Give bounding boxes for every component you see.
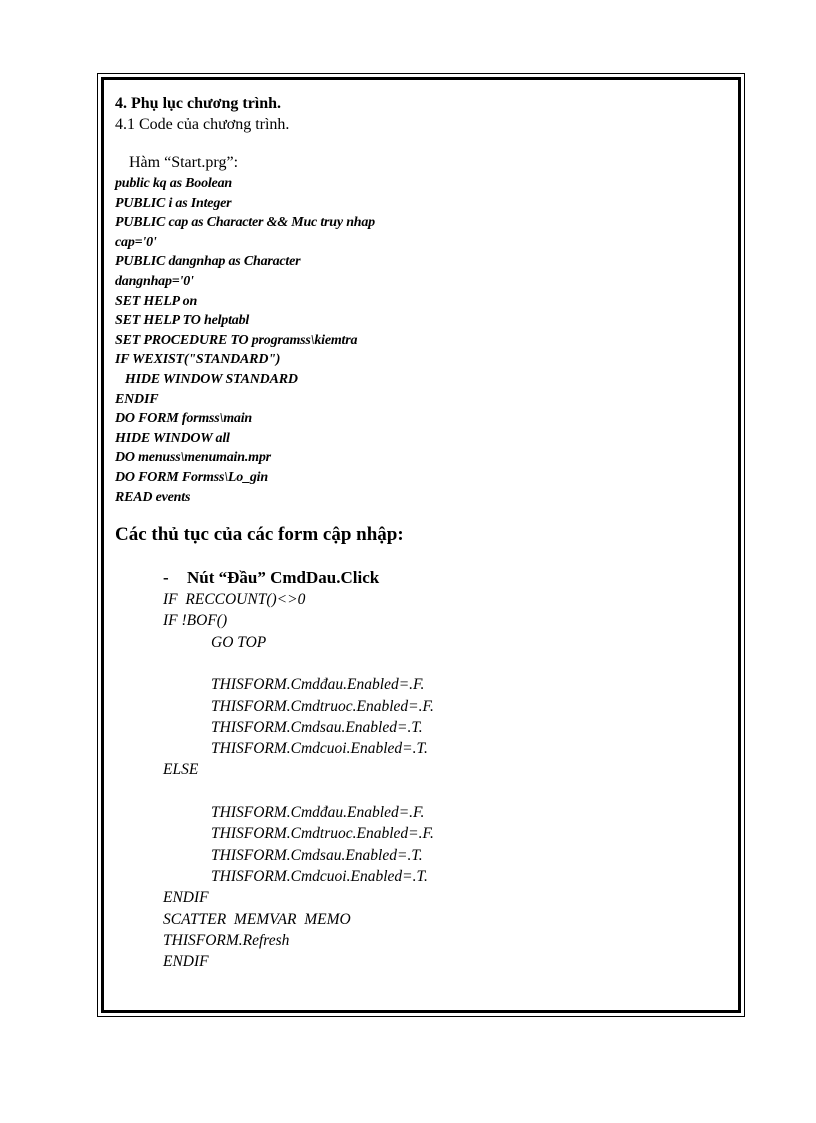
subsection-heading: 4.1 Code của chương trình. — [115, 116, 290, 133]
code-line: THISFORM.Cmdsau.Enabled=.T. — [211, 846, 423, 864]
code-line: THISFORM.Cmdcuoi.Enabled=.T. — [211, 740, 428, 758]
click-code-block — [115, 589, 728, 972]
code-line: DO FORM Formss\Lo_gin — [115, 469, 268, 485]
bullet-dash: - — [163, 568, 169, 588]
code-line: IF RECCOUNT()<>0 — [163, 591, 306, 609]
code-line: THISFORM.Refresh — [163, 931, 290, 949]
code-line: public kq as Boolean — [115, 176, 232, 191]
page-border-inner — [101, 77, 741, 1013]
code-line: SET HELP TO helptabl — [115, 313, 250, 329]
code-line: PUBLIC i as Integer — [115, 195, 232, 211]
code-line: DO FORM formss\main — [115, 411, 253, 427]
code-line: THISFORM.Cmdtruoc.Enabled=.F. — [211, 825, 434, 843]
code-line: dangnhap='0' — [115, 273, 194, 289]
code-line: THISFORM.Cmdsau.Enabled=.T. — [211, 718, 423, 736]
code-line: HIDE WINDOW all — [115, 430, 230, 446]
code-line: THISFORM.Cmdcuoi.Enabled=.T. — [211, 867, 428, 885]
code-line: DO menuss\menumain.mpr — [115, 450, 271, 466]
code-line: SCATTER MEMVAR MEMO — [163, 910, 351, 928]
code-line — [115, 781, 728, 802]
code-line: ENDIF — [115, 391, 159, 407]
code-line: GO TOP — [211, 633, 267, 651]
code-line: READ events — [115, 489, 191, 505]
code-line: IF WEXIST("STANDARD") — [115, 352, 281, 368]
code-line: HIDE WINDOW STANDARD — [115, 371, 298, 387]
page-border-outer — [97, 73, 745, 1017]
start-code-block — [115, 174, 728, 507]
code-line — [115, 653, 728, 674]
code-line: SET HELP on — [115, 293, 198, 309]
code-line: ENDIF — [163, 889, 209, 907]
code-line: IF !BOF() — [163, 612, 228, 630]
code-line: PUBLIC cap as Character && Muc truy nhap — [115, 215, 375, 231]
code-line: THISFORM.Cmdđau.Enabled=.F. — [211, 676, 425, 694]
code-line: SET PROCEDURE TO programss\kiemtra — [115, 332, 358, 348]
code-line: ELSE — [163, 761, 199, 779]
procedures-heading: Các thủ tục của các form cập nhập: — [115, 524, 404, 546]
code-line: cap='0' — [115, 234, 157, 250]
code-line: ENDIF — [163, 953, 209, 971]
code-line: THISFORM.Cmdtruoc.Enabled=.F. — [211, 697, 434, 715]
section-heading: 4. Phụ lục chương trình. — [115, 95, 282, 112]
document-content — [115, 94, 728, 972]
bullet-item — [163, 567, 728, 588]
bullet-label: Nút “Đầu” CmdDau.Click — [187, 568, 380, 588]
code-line: THISFORM.Cmdđau.Enabled=.F. — [211, 804, 425, 822]
start-function-label: Hàm “Start.prg”: — [129, 154, 239, 171]
code-line: PUBLIC dangnhap as Character — [115, 254, 301, 270]
